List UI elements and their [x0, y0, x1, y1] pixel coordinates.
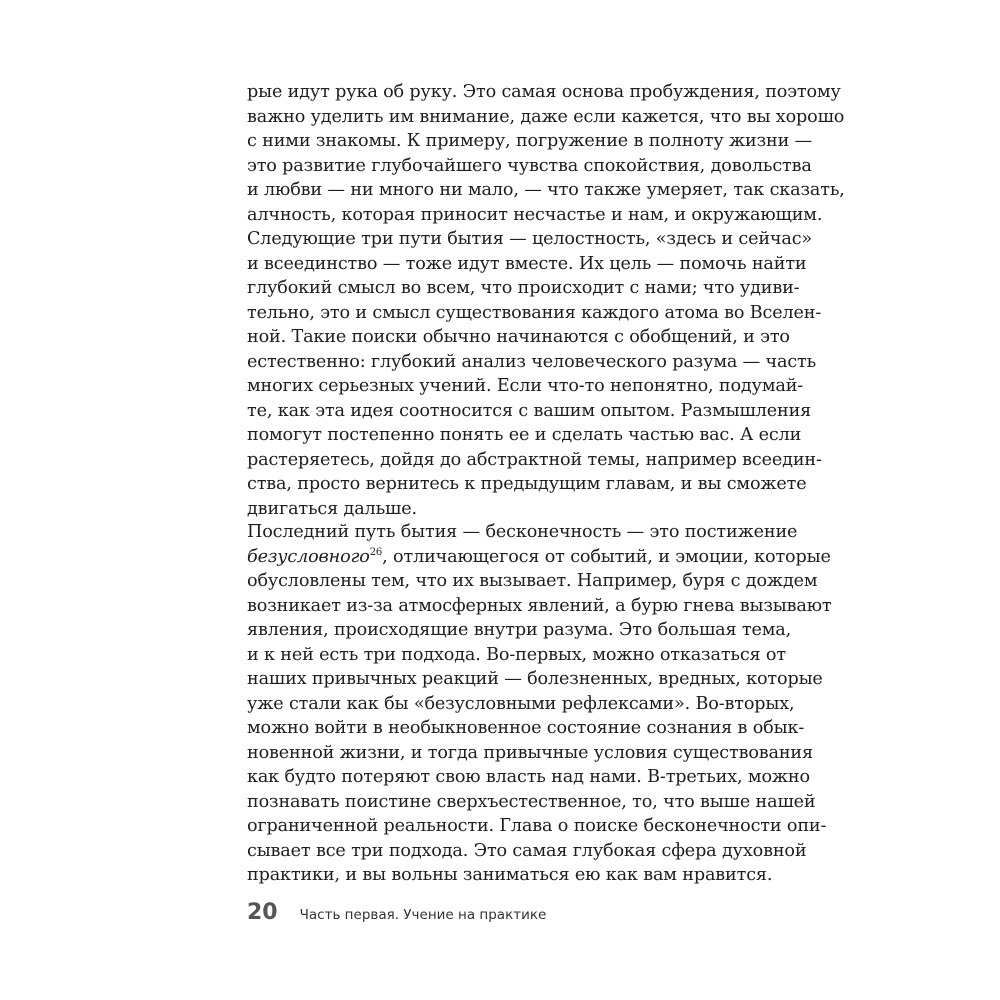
text-line: ной. Такие поиски обычно начинаются с обобщений, и это — [247, 327, 790, 347]
page-footer — [247, 900, 546, 930]
text-line: помогут постепенно понять ее и сделать частью вас. А если — [247, 425, 802, 445]
paragraph-2 — [247, 227, 822, 521]
text-line: важно уделить им внимание, даже если кажется, что вы хорошо — [247, 106, 845, 127]
text-line: с ними знакомы. К примеру, погружение в полноту жизни — — [247, 131, 813, 151]
text-line: практики, и вы вольны заниматься ею как вам нравится. — [247, 865, 773, 885]
text-line: глубокий смысл во всем, что происходит с нами; что удиви- — [247, 278, 800, 298]
page-number: 20 — [247, 900, 278, 925]
running-head: Часть первая. Учение на практике — [299, 907, 547, 923]
text-line: наших привычных реакций — болезненных, вредных, которые — [247, 669, 823, 689]
text-line: рые идут рука об руку. Это самая основа пробуждения, поэтому — [247, 82, 841, 102]
text-line: возникает из-за атмосферных явлений, а бурю гнева вызывают — [247, 595, 832, 616]
text-line: как будто потеряют свою власть над нами. В-третьих, можно — [247, 767, 810, 787]
text-line: Последний путь бытия — бесконечность — это постижение — [247, 522, 798, 542]
text-line: ограниченной реальности. Глава о поиске бесконечности опи- — [247, 816, 827, 836]
text-line: и любви — ни много ни мало, — что также умеряет, так сказать, — [247, 180, 845, 200]
text-fragment: , отличающегося от событий, и эмоции, которые — [382, 546, 831, 567]
text-line: многих серьезных учений. Если что-то непонятно, подумай- — [247, 376, 804, 396]
text-line: сывает все три подхода. Это самая глубокая сфера духовной — [247, 840, 807, 861]
text-line: и всеединство — тоже идут вместе. Их цель — помочь найти — [247, 253, 807, 274]
text-line: растеряетесь, дойдя до абстрактной темы, например всеедин- — [247, 449, 822, 470]
text-line: можно войти в необыкновенное состояние сознания в обык- — [247, 718, 805, 738]
text-line: Следующие три пути бытия — целостность, «здесь и сейчас» — [247, 229, 813, 249]
paragraph-3 — [247, 520, 832, 888]
text-line: познавать поистине сверхъестественное, то, что выше нашей — [247, 791, 816, 812]
italic-term: безусловного — [247, 546, 370, 567]
text-line: двигаться дальше. — [247, 498, 417, 519]
text-line: те, как эта идея соотносится с вашим опытом. Размышления — [247, 400, 812, 421]
text-line: уже стали как бы «безусловными рефлексами». Во-вторых, — [247, 693, 795, 714]
text-line: явления, происходящие внутри разума. Это большая тема, — [247, 620, 792, 640]
paragraph-1 — [247, 80, 845, 227]
text-line: ства, просто вернитесь к предыдущим главам, и вы сможете — [247, 474, 807, 494]
footnote-reference[interactable]: 26 — [369, 546, 383, 558]
text-line — [247, 545, 831, 570]
text-line: тельно, это и смысл существования каждого атома во Вселен- — [247, 302, 822, 323]
text-line: алчность, которая приносит несчастье и нам, и окружающим. — [247, 204, 823, 225]
text-line: это развитие глубочайшего чувства спокойствия, довольства — [247, 155, 812, 176]
text-line: и к ней есть три подхода. Во-первых, можно отказаться от — [247, 644, 786, 665]
text-line: естественно: глубокий анализ человеческого разума — часть — [247, 351, 817, 372]
text-line: обусловлены тем, что их вызывает. Например, буря с дождем — [247, 571, 818, 591]
text-line: новенной жизни, и тогда привычные условия существования — [247, 742, 813, 763]
